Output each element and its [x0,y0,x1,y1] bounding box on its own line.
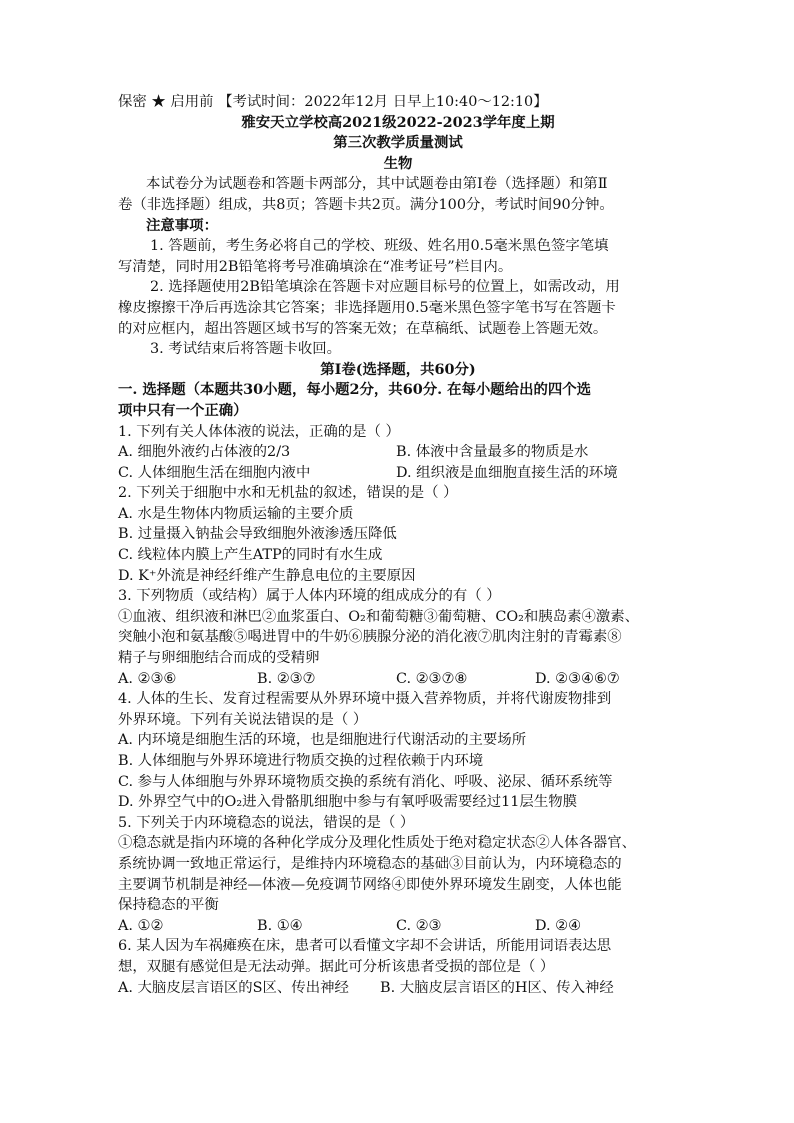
q3-options [118,669,678,690]
notice-2c: 的对应框内，超出答题区域书写的答案无效；在草稿纸、试题卷上答题无效。 [118,320,608,337]
intro-line-1: 本试卷分为试题卷和答题卡两部分，其中试题卷由第Ⅰ卷（选择题）和第Ⅱ [146,176,608,193]
notice-1b: 写清楚，同时用2B铅笔将考号准确填涂在“准考证号”栏目内。 [118,258,513,275]
subject-title: 生物 [383,154,413,172]
q1-option-d: D. 组织液是血细胞直接生活的环境 [396,464,618,481]
q3-line-2: 突触小泡和氨基酸⑤喝进胃中的牛奶⑥胰腺分泌的消化液⑦肌肉注射的青霉素⑧ [118,629,622,646]
school-title: 雅安天立学校高2021级2022-2023学年度上期 [241,113,555,131]
q2-stem: 2. 下列关于细胞中水和无机盐的叙述，错误的是（ ） [118,485,458,502]
q4-option-b: B. 人体细胞与外界环境进行物质交换的过程依赖于内环境 [118,753,484,769]
q3-option-a: A. ②③⑥ [118,670,177,687]
q6-option-b: B. 大脑皮层言语区的H区、传入神经 [380,979,614,996]
q5-stem: 5. 下列关于内环境稳态的说法，错误的是（ ） [118,814,415,831]
secret-line: 保密 ★ 启用前 【考试时间：2022年12月 日早上10:40～12:10】 [118,94,548,110]
q3-option-d: D. ②③④⑥⑦ [535,670,620,687]
section-heading-a: 一. 选择题（本题共30小题，每小题2分，共60分. 在每小题给出的四个选 [118,381,592,399]
q5-line-1: ①稳态就是指内环境的各种化学成分及理化性质处于绝对稳定状态②人体各器官、 [118,835,637,852]
q3-option-b: B. ②③⑦ [257,670,316,687]
q5-option-b: B. ①④ [257,917,303,934]
q6-options [118,978,678,999]
q4-stem-2: 外界环境。下列有关说法错误的是（ ） [118,711,368,728]
notice-1a: 1. 答题前，考生务必将自己的学校、班级、姓名用0.5毫米黑色签字笔填 [150,238,609,255]
q4-option-a: A. 内环境是细胞生活的环境，也是细胞进行代谢活动的主要场所 [118,732,527,749]
q5-option-d: D. ②④ [535,917,581,934]
q5-line-2: 系统协调一致地正常运行，是维持内环境稳态的基础③目前认为，内环境稳态的 [118,855,622,872]
exam-page [118,92,678,998]
q5-option-a: A. ①② [118,917,164,934]
q1-options-row1 [118,442,678,463]
q5-option-c: C. ②③ [396,917,442,934]
q2-option-b: B. 过量摄入钠盐会导致细胞外液渗透压降低 [118,526,397,543]
q3-option-c: C. ②③⑦⑧ [396,670,468,687]
intro-line-2: 卷（非选择题）组成，共8页；答题卡共2页。满分100分，考试时间90分钟。 [118,196,614,213]
notice-3: 3. 考试结束后将答题卡收回。 [150,341,341,358]
q6-stem-2: 想，双腿有感觉但是无法动弹。据此可分析该患者受损的部位是（ ） [118,958,555,975]
q1-option-a: A. 细胞外液约占体液的2/3 [118,444,291,461]
q2-option-d: D. K⁺外流是神经纤维产生静息电位的主要原因 [118,567,416,584]
q4-stem-1: 4. 人体的生长、发育过程需要从外界环境中摄入营养物质，并将代谢废物排到 [118,691,612,708]
section-heading-b: 项中只有一个正确） [118,401,248,419]
q3-line-1: ①血液、组织液和淋巴②血浆蛋白、O₂和葡萄糖③葡萄糖、CO₂和胰岛素④激素、 [118,608,640,625]
notice-2a: 2. 选择题使用2B铅笔填涂在答题卡对应题目标号的位置上，如需改动，用 [150,279,620,296]
notice-title: 注意事项： [146,216,218,234]
q5-line-3: 主要调节机制是神经—体液—免疫调节网络④即使外界环境发生剧变，人体也能 [118,876,622,893]
q1-options-row2 [118,463,678,484]
q3-stem: 3. 下列物质（或结构）属于人体内环境的组成成分的有（ ） [118,588,501,605]
q5-options [118,916,678,937]
q2-option-c: C. 线粒体内膜上产生ATP的同时有水生成 [118,547,383,564]
q6-option-a: A. 大脑皮层言语区的S区、传出神经 [118,979,349,996]
exam-title: 第三次教学质量测试 [333,134,463,152]
q2-option-a: A. 水是生物体内物质运输的主要介质 [118,505,354,522]
q1-stem: 1. 下列有关人体体液的说法，正确的是（ ） [118,423,400,440]
q4-option-d: D. 外界空气中的O₂进入骨骼肌细胞中参与有氧呼吸需要经过11层生物膜 [118,794,577,811]
notice-2b: 橡皮擦擦干净后再选涂其它答案；非选择题用0.5毫米黑色签字笔书写在答题卡 [118,299,616,316]
q3-line-3: 精子与卵细胞结合而成的受精卵 [118,650,320,667]
q5-line-4: 保持稳态的平衡 [118,897,219,914]
part1-title: 第Ⅰ卷(选择题，共60分) [320,360,476,378]
q1-option-c: C. 人体细胞生活在细胞内液中 [118,464,311,481]
q1-option-b: B. 体液中含量最多的物质是水 [396,444,589,461]
q6-stem-1: 6. 某人因为车祸瘫痪在床，患者可以看懂文字却不会讲话，所能用词语表达思 [118,938,612,955]
q4-option-c: C. 参与人体细胞与外界环境物质交换的系统有消化、呼吸、泌尿、循环系统等 [118,773,613,790]
